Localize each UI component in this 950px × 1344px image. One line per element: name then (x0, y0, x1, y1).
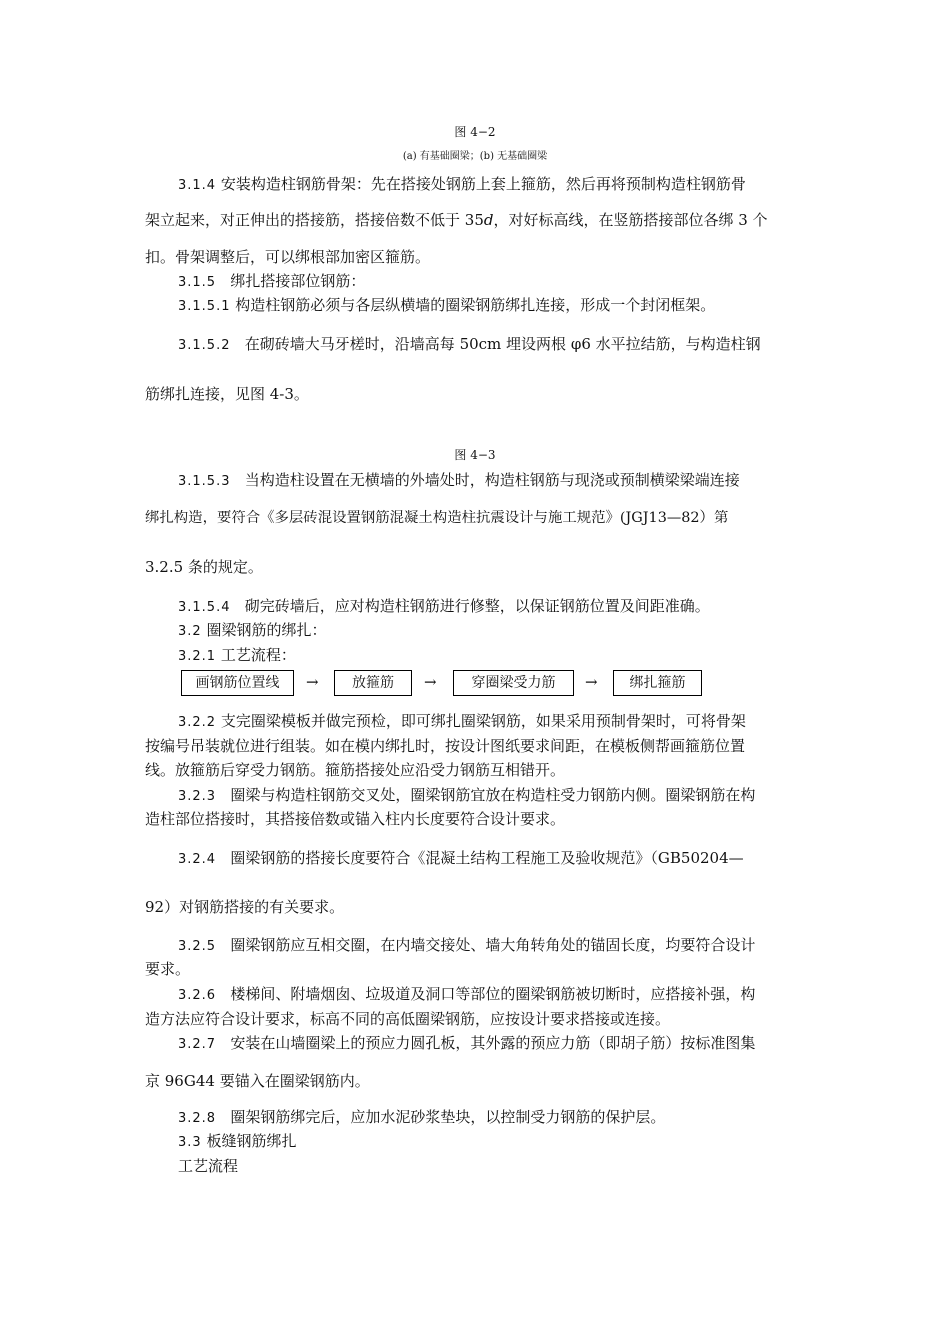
para-3-1-4-line-1 (178, 174, 746, 196)
heading-3-3 (178, 1131, 296, 1153)
para-text: 安装构造柱钢筋骨架：先在搭接处钢筋上套上箍筋，然后再将预制构造柱钢筋骨 (220, 175, 746, 193)
flow-step-4: 绑扎箍筋 (613, 670, 702, 696)
flow-step-2: 放箍筋 (334, 670, 412, 696)
flow-arrow-icon: → (424, 673, 437, 691)
heading-3-2 (178, 620, 326, 642)
flow-arrow-icon: → (306, 673, 319, 691)
section-number: 3.1.5 (178, 275, 217, 290)
para-3-1-5-1 (178, 295, 715, 317)
section-number: 3.3 (178, 1135, 202, 1150)
para-3-2-4-line-2: 92）对钢筋搭接的有关要求。 (145, 898, 345, 916)
heading-text: 工艺流程： (220, 646, 296, 664)
section-number: 3.1.5.3 (178, 474, 231, 489)
section-number: 3.2.3 (178, 789, 217, 804)
flow-step-1: 画钢筋位置线 (181, 670, 294, 696)
para-3-1-5-2-line-1 (178, 334, 761, 356)
para-3-2-4-line-1 (178, 848, 744, 870)
para-text: ，对好标高线，在竖筋搭接部位各绑 3 个 (493, 211, 768, 229)
para-3-2-3-line-2: 造柱部位搭接时，其搭接倍数或锚入柱内长度要符合设计要求。 (145, 810, 566, 828)
para-3-1-5-3-line-3: 3.2.5 条的规定。 (145, 558, 263, 576)
section-number: 3.2.5 (178, 939, 217, 954)
para-3-1-5-3-line-2: 绑扎构造，要符合《多层砖混设置钢筋混凝土构造柱抗震设计与施工规范》(JGJ13—82）第 (145, 510, 729, 526)
section-number: 3.1.5.1 (178, 299, 231, 314)
section-number: 3.1.5.4 (178, 600, 231, 615)
para-3-1-4-line-2 (145, 210, 768, 230)
section-number: 3.2 (178, 624, 202, 639)
para-3-1-5-4 (178, 596, 710, 618)
figure-4-3-title: 图 4−3 (454, 448, 496, 462)
para-3-1-5 (178, 271, 365, 293)
para-3-1-4-line-3: 扣。骨架调整后，可以绑根部加密区箍筋。 (145, 248, 431, 266)
para-text: 圈梁钢筋应互相交圈，在内墙交接处、墙大角转角处的锚固长度，均要符合设计 (230, 936, 756, 954)
figure-4-2-caption: (a) 有基础圈梁；(b) 无基础圈梁 (402, 151, 548, 162)
section-number: 3.1.5.2 (178, 338, 231, 353)
process-flow-label: 工艺流程 (178, 1157, 239, 1175)
para-text: 楼梯间、附墙烟囱、垃圾道及洞口等部位的圈梁钢筋被切断时，应搭接补强，构 (230, 985, 756, 1003)
para-3-2-6-line-1 (178, 984, 755, 1006)
para-text: 圈架钢筋绑完后，应加水泥砂浆垫块，以控制受力钢筋的保护层。 (230, 1108, 666, 1126)
section-number: 3.2.1 (178, 649, 217, 664)
para-text: 支完圈梁模板并做完预检，即可绑扎圈梁钢筋，如果采用预制骨架时，可将骨架 (220, 712, 746, 730)
para-text: 当构造柱设置在无横墙的外墙处时，构造柱钢筋与现浇或预制横梁梁端连接 (244, 471, 740, 489)
heading-text: 板缝钢筋绑扎 (206, 1132, 297, 1150)
section-number: 3.2.4 (178, 852, 217, 867)
para-3-1-5-3-line-1 (178, 470, 740, 492)
para-3-2-8 (178, 1107, 665, 1129)
para-text: 圈梁与构造柱钢筋交叉处，圈梁钢筋宜放在构造柱受力钢筋内侧。圈梁钢筋在构 (230, 786, 756, 804)
para-3-2-2-line-3: 线。放箍筋后穿受力钢筋。箍筋搭接处应沿受力钢筋互相错开。 (145, 761, 566, 779)
flow-step-3: 穿圈梁受力筋 (453, 670, 574, 696)
para-3-2-6-line-2: 造方法应符合设计要求，标高不同的高低圈梁钢筋，应按设计要求搭接或连接。 (145, 1010, 671, 1028)
section-number: 3.2.2 (178, 715, 217, 730)
heading-3-2-1 (178, 645, 296, 667)
section-number: 3.2.7 (178, 1037, 217, 1052)
para-3-2-7-line-1 (178, 1033, 755, 1055)
para-3-2-5-line-1 (178, 935, 755, 957)
italic-d: d (483, 211, 494, 229)
para-3-2-2-line-1 (178, 711, 746, 733)
section-number: 3.2.6 (178, 988, 217, 1003)
section-number: 3.1.4 (178, 178, 217, 193)
para-3-2-7-line-2: 京 96G44 要锚入在圈梁钢筋内。 (145, 1072, 370, 1090)
section-number: 3.2.8 (178, 1111, 217, 1126)
heading-text: 圈梁钢筋的绑扎： (206, 621, 327, 639)
para-text: 在砌砖墙大马牙槎时，沿墙高每 50cm 埋设两根 φ6 水平拉结筋，与构造柱钢 (244, 335, 761, 353)
para-text: 绑扎搭接部位钢筋： (230, 272, 366, 290)
para-3-2-3-line-1 (178, 785, 755, 807)
para-text: 架立起来，对正伸出的搭接筋，搭接倍数不低于 35 (145, 211, 484, 229)
para-3-2-5-line-2: 要求。 (145, 960, 191, 978)
para-text: 圈梁钢筋的搭接长度要符合《混凝土结构工程施工及验收规范》（GB50204— (230, 849, 744, 867)
para-text: 砌完砖墙后，应对构造柱钢筋进行修整，以保证钢筋位置及间距准确。 (244, 597, 710, 615)
flow-arrow-icon: → (585, 673, 598, 691)
para-text: 安装在山墙圈梁上的预应力圆孔板，其外露的预应力筋（即胡子筋）按标准图集 (230, 1034, 756, 1052)
para-3-2-2-line-2: 按编号吊装就位进行组装。如在模内绑扎时，按设计图纸要求间距，在模板侧帮画箍筋位置 (145, 737, 746, 755)
para-3-1-5-2-line-2: 筋绑扎连接，见图 4-3。 (145, 385, 309, 403)
para-text: 构造柱钢筋必须与各层纵横墙的圈梁钢筋绑扎连接，形成一个封闭框架。 (235, 296, 716, 314)
figure-4-2-title: 图 4−2 (454, 125, 496, 139)
